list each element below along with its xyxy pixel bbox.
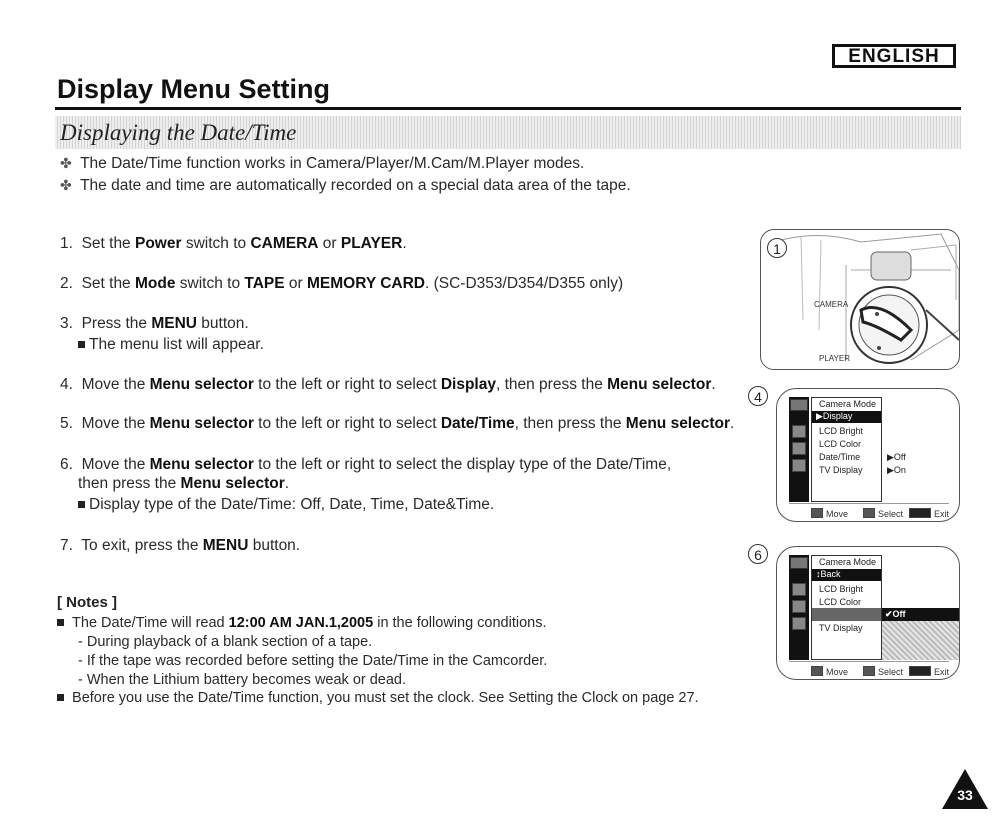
menu-icon — [792, 425, 806, 438]
step-6: 6. Move the Menu selector to the left or right to select the display type of the Date/Time, — [60, 456, 672, 473]
step-6-line2: then press the Menu selector. — [78, 475, 290, 492]
diamond-bullet-icon: ✤ — [60, 177, 72, 193]
menu-divider — [789, 503, 949, 504]
menu-button-icon — [909, 508, 931, 518]
callout-4: 4 — [748, 386, 768, 406]
camera-mode-icon — [790, 557, 808, 569]
menu-divider — [789, 661, 949, 662]
move-label: Move — [826, 509, 849, 519]
menu-item: LCD Color — [819, 597, 862, 607]
menu-mode: Camera Mode — [819, 557, 877, 567]
step-2: 2. Set the Mode switch to TAPE or MEMORY CARD. (SC-D353/D354/D355 only) — [60, 275, 624, 292]
square-bullet-icon — [57, 694, 64, 701]
menu-icon — [792, 617, 806, 630]
figure-power-switch — [760, 229, 960, 370]
menu-item-datetime-highlight — [812, 608, 881, 621]
menu-item-display: ▶Display — [812, 411, 881, 423]
step-5: 5. Move the Menu selector to the left or right to select Date/Time, then press the Menu selector. — [60, 415, 735, 432]
menu-icon — [792, 600, 806, 613]
menu-icon — [792, 583, 806, 596]
menu-button-icon — [909, 666, 931, 676]
move-label: Move — [826, 667, 849, 677]
step-7: 7. To exit, press the MENU button. — [60, 537, 301, 554]
note-2: Before you use the Date/Time function, you must set the clock. See Setting the Clock on page 27. — [57, 690, 699, 706]
menu-icon — [792, 442, 806, 455]
select-label: Select — [878, 667, 904, 677]
menu-item: LCD Bright — [819, 426, 864, 436]
square-bullet-icon — [57, 619, 64, 626]
title-rule — [55, 107, 961, 110]
menu-value: ▶On — [887, 465, 906, 475]
option-list-shaded — [882, 621, 960, 660]
notes-heading: [ Notes ] — [57, 594, 117, 611]
callout-6: 6 — [748, 544, 768, 564]
page-number: 33 — [957, 787, 973, 803]
note-sub: - If the tape was recorded before setting the Date/Time in the Camcorder. — [78, 653, 548, 669]
player-label: PLAYER — [819, 354, 850, 363]
menu-value: ▶Off — [887, 452, 906, 462]
diamond-bullet-icon: ✤ — [60, 155, 72, 171]
step-6-sub: Display type of the Date/Time: Off, Date, Time, Date&Time. — [78, 496, 494, 514]
select-label: Select — [878, 509, 904, 519]
figure-datetime-type — [776, 546, 960, 680]
camera-mode-icon — [790, 399, 808, 411]
option-off: ✔Off — [885, 609, 906, 619]
menu-item: LCD Color — [819, 439, 862, 449]
note-sub: - During playback of a blank section of a tape. — [78, 634, 373, 650]
intro-bullet — [60, 177, 631, 195]
intro-text: The date and time are automatically recorded on a special data area of the tape. — [80, 177, 631, 194]
square-bullet-icon — [78, 341, 85, 348]
move-icon — [811, 666, 823, 676]
step-3: 3. Press the MENU button. — [60, 315, 249, 332]
camera-label: CAMERA — [814, 300, 849, 309]
exit-label: Exit — [934, 509, 950, 519]
menu-mode: Camera Mode — [819, 399, 877, 409]
figure-menu-display — [776, 388, 960, 522]
step-3-sub: The menu list will appear. — [78, 336, 264, 354]
square-bullet-icon — [78, 501, 85, 508]
page-title: Display Menu Setting — [57, 74, 331, 104]
intro-text: The Date/Time function works in Camera/Player/M.Cam/M.Player modes. — [80, 155, 585, 172]
step-4: 4. Move the Menu selector to the left or right to select Display, then press the Menu selector. — [60, 376, 716, 393]
menu-item: TV Display — [819, 465, 863, 475]
intro-bullet — [60, 155, 584, 173]
page-number-badge — [940, 767, 990, 811]
select-icon — [863, 508, 875, 518]
section-subtitle: Displaying the Date/Time — [60, 120, 297, 145]
select-icon — [863, 666, 875, 676]
menu-item: TV Display — [819, 623, 863, 633]
note-1: The Date/Time will read 12:00 AM JAN.1,2005 in the following conditions. — [57, 615, 547, 631]
camcorder-illustration — [761, 230, 960, 370]
menu-item: LCD Bright — [819, 584, 864, 594]
step-1: 1. Set the Power switch to CAMERA or PLAYER. — [60, 235, 407, 252]
move-icon — [811, 508, 823, 518]
language-badge: ENGLISH — [832, 44, 956, 68]
menu-icon — [792, 459, 806, 472]
exit-label: Exit — [934, 667, 950, 677]
note-sub: - When the Lithium battery becomes weak or dead. — [78, 672, 407, 688]
callout-1: 1 — [767, 238, 787, 258]
menu-item: Date/Time — [819, 452, 861, 462]
menu-item-back: ↕Back — [812, 569, 881, 581]
